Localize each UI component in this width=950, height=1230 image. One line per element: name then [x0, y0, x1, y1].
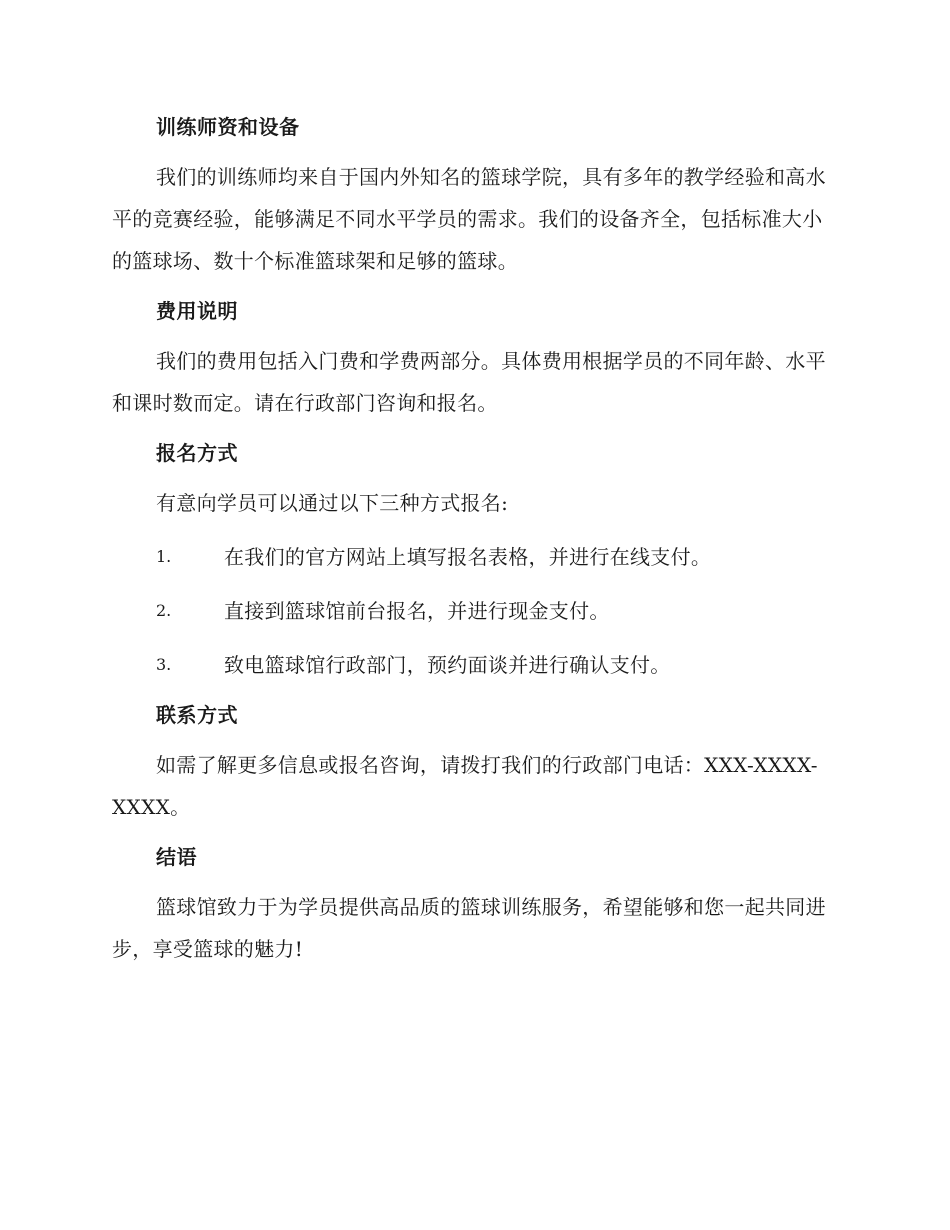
list-item [112, 644, 838, 698]
section-paragraph-contact: 如需了解更多信息或报名咨询，请拨打我们的行政部门电话：XXX-XXXX-XXXX。 [112, 753, 818, 819]
section-heading-coaches: 训练师资和设备 [156, 115, 300, 139]
section-paragraph-closing: 篮球馆致力于为学员提供高品质的篮球训练服务，希望能够和您一起共同进步，享受篮球的魅力! [112, 895, 826, 961]
list-item [112, 590, 838, 644]
registration-intro: 有意向学员可以通过以下三种方式报名: [156, 491, 509, 515]
list-item [112, 536, 838, 590]
list-item-number: 3. [156, 655, 172, 674]
list-item-number: 2. [156, 601, 172, 620]
section-heading-registration: 报名方式 [156, 441, 238, 465]
section-heading-closing: 结语 [156, 845, 197, 869]
section-paragraph-coaches: 我们的训练师均来自于国内外知名的篮球学院，具有多年的教学经验和高水平的竞赛经验，能够满足不同水平学员的需求。我们的设备齐全，包括标准大小的篮球场、数十个标准篮球架和足够的篮球。 [112, 165, 826, 273]
list-item-number: 1. [156, 547, 172, 566]
registration-method-list [112, 536, 838, 698]
document-page [112, 110, 838, 970]
list-item-text: 致电篮球馆行政部门，预约面谈并进行确认支付。 [224, 653, 671, 677]
section-paragraph-fees: 我们的费用包括入门费和学费两部分。具体费用根据学员的不同年龄、水平和课时数而定。请在行政部门咨询和报名。 [112, 349, 826, 415]
section-heading-contact: 联系方式 [156, 703, 238, 727]
section-heading-fees: 费用说明 [156, 299, 238, 323]
list-item-text: 直接到篮球馆前台报名，并进行现金支付。 [224, 599, 610, 623]
list-item-text: 在我们的官方网站上填写报名表格，并进行在线支付。 [224, 545, 712, 569]
